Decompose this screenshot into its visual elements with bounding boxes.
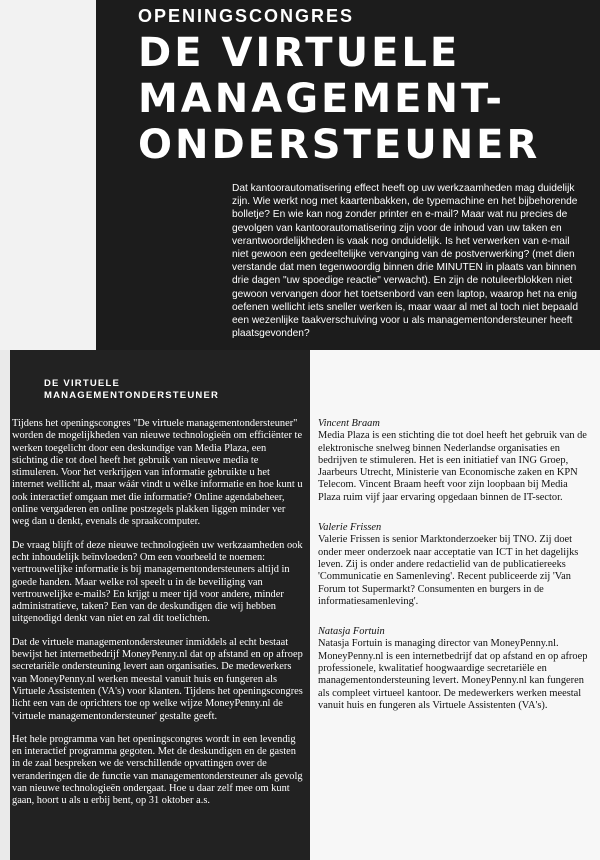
section-heading-line: MANAGEMENTONDERSTEUNER [44,390,220,401]
section-heading [44,378,294,402]
page-margin [0,0,96,350]
speaker-bio [318,522,588,608]
speaker-bios [318,418,588,730]
article-paragraph: De vraag blijft of deze nieuwe technologieën uw werkzaamheden ook echt inhoudelijk beïnvloeden? Om een voorbeeld te noemen: vertrouwelijke informatie is bij managementondersteuners altijd in goede handen. Maar welke rol speelt u in de beveiliging van vertrouwelijke e-mails? En krijgt u meer tijd voor andere, minder administratieve, taken? Een van de deskundigen die wij hebben uitgenodigd denkt van niet en zal dit toelichten. [12,539,303,625]
intro-text: Dat kantoorautomatisering effect heeft op uw werkzaamheden mag duidelijk zijn. Wie werkt nog met kaartenbakken, de typemachine en het bijbehorende bolletje? En wie kan nog zonder printer en e-mail? Maar wat nu precies de gevolgen van kantoorautomatisering zijn voor de inhoud van uw taken en verantwoordelijkheden is vaak nog onduidelijk. Is het verwerken van e-mail niet gewoon een gedeeltelijke vervanging van de postverwerking? (met dien verstande dat men tegenwoordig binnen drie MINUTEN in plaats van binnen drie dagen "uw spoedige reactie" verwacht). En zijn de notuleerblokken niet gewoon vervangen door het toetsenbord van een laptop, waarop het na enig oefenen wellicht iets sneller werken is, maar waar al met al toch niet bepaald een wezenlijke taakverschuiving voor u als managementondersteuner heeft plaatsgevonden? [232,183,578,340]
speaker-bio [318,626,588,712]
section-heading-line: DE VIRTUELE [44,378,121,389]
speaker-name: Valerie Frissen [318,522,382,534]
speaker-name: Vincent Braam [318,418,380,429]
speaker-description: Valerie Frissen is senior Marktonderzoeker bij TNO. Zij doet onder meer onderzoek naar acceptatie van ICT in het dagelijks leven. Zij is onder andere redactielid van de publicatiereeks 'Communicatie en Samenleving'. Recent publiceerde zij 'Van Forum tot Supermarkt? Consumenten en burgers in de informatiesamenleving'. [318,534,579,607]
article-paragraph: Dat de virtuele managementondersteuner inmiddels al echt bestaat bewijst het internetbedrijf MoneyPenny.nl dat op afstand en op afroep secretariële ondersteuning levert aan organisaties. De medewerkers van MoneyPenny.nl werken meestal vanuit huis en fungeren als Virtuele Assistenten (VA's) voor klanten. Tijdens het openingscongres licht een van de oprichters toe op welke wijze MoneyPenny.nl de 'virtuele managementondersteuner' gestalte geeft. [12,636,303,722]
title-line: MANAGEMENT- [138,76,505,122]
speaker-bio [318,418,588,504]
speaker-name: Natasja Fortuin [318,626,385,638]
title-line: DE VIRTUELE [138,30,461,76]
article-body [12,418,304,819]
speaker-description: Media Plaza is een stichting die tot doel heeft het gebruik van de elektronische snelweg binnen Nederlandse organisaties en bedrijven te stimuleren. Het is een initiatief van ING Groep, Jaarbeurs Utrecht, Ministerie van Economische zaken en KPN Telecom. Vincent Braam heeft voor zijn loopbaan bij Media Plaza ruim vijf jaar ervaring opgedaan binnen de IT-sector. [318,430,587,503]
title-line: ONDERSTEUNER [138,122,541,168]
article-paragraph: Tijdens het openingscongres "De virtuele managementondersteuner" worden de mogelijkheden van nieuwe technologieën om efficiënter te werken toegelicht door een deskundige van Media Plaza, een stichting die tot doel heeft het gebruik van nieuwe media te stimuleren. Voor het verkrijgen van informatie gebruikte u het internet wellicht al, maar wáár vindt u wélke informatie en hoe kunt u ook interactief omgaan met die informatie? Online agendabeheer, online vergaderen en online postzegels plakken liggen minder ver weg dan u denkt, evenals de spraakcomputer. [12,418,303,528]
article-paragraph: Het hele programma van het openingscongres wordt in een levendig en interactief programma gegoten. Met de deskundigen en de gasten in de zaal bespreken we de verschillende opvattingen over de veranderingen die de functie van managementondersteuner als gevolg van nieuwe technologieën ondergaat. Hoe u daar zelf mee om kunt gaan, hoort u als u erbij bent, op 31 oktober a.s. [12,733,303,807]
header-kicker: OPENINGSCONGRES [138,6,355,26]
page-title [138,30,578,168]
page-margin [0,350,10,860]
speaker-description: Natasja Fortuin is managing director van MoneyPenny.nl. MoneyPenny.nl is een internetbedrijf dat op afstand en op afroep professionele, kwalitatief hoogwaardige secretariële en managementondersteuning levert. MoneyPenny.nl kan fungeren als compleet virtueel kantoor. De medewerkers werken meestal vanuit huis en fungeren als Virtuele Assistenten (VA's). [318,638,588,711]
